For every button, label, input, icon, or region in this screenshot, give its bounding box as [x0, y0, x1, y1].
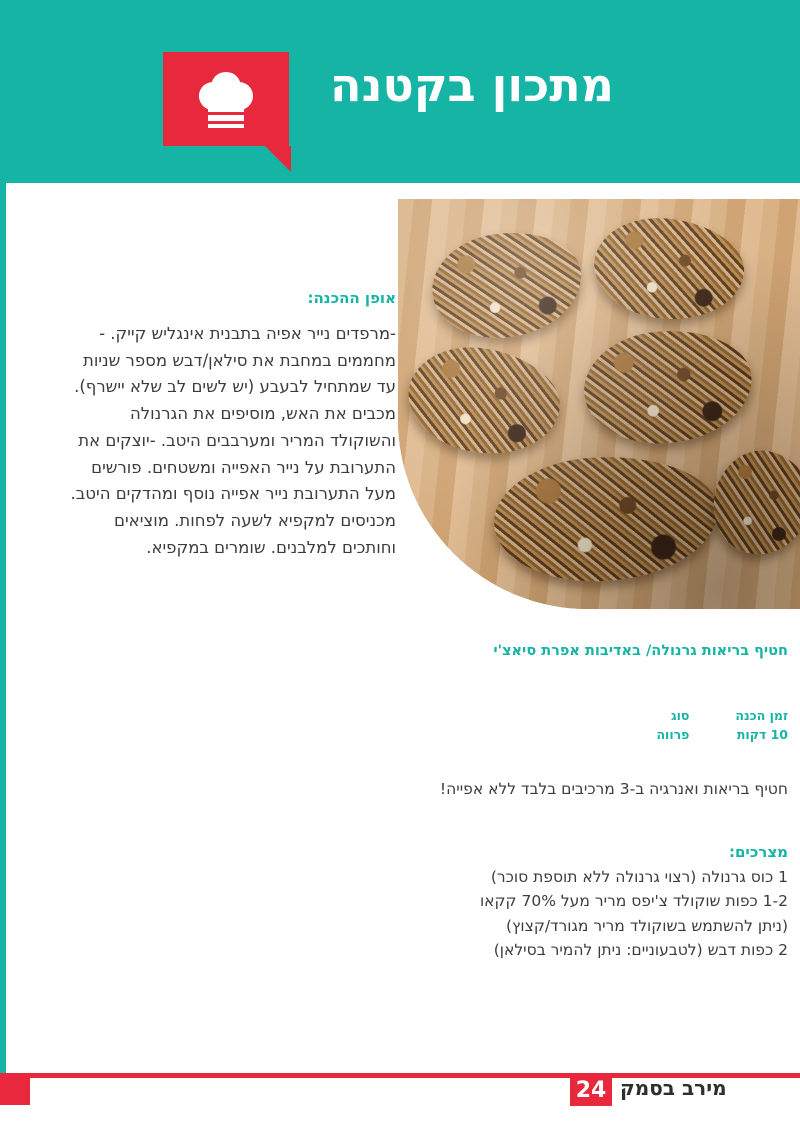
meta-prep-time-value: 10 דקות [736, 726, 788, 742]
content-area [0, 183, 800, 1073]
footer-left-block [0, 1073, 30, 1105]
speech-bubble-tail [265, 146, 291, 172]
meta-prep-time-label: זמן הכנה [735, 708, 788, 723]
ingredients-list [400, 865, 788, 963]
brand-name: מירב בסמק [620, 1076, 727, 1100]
ingredients-heading: מצרכים: [728, 843, 788, 861]
preparation-heading: אופן ההכנה: [307, 289, 396, 307]
page-title: מתכון בקטנה [330, 58, 614, 112]
preparation-body: -מרפדים נייר אפיה בתבנית אינגליש קייק. -מחממים במחבת את סילאן/דבש מספר שניות עד שמתחיל לבעבע (יש לשים לב שלא יישרף). מכבים את האש, מוסיפים את הגרנולה והשוקולד המריר ומערבבים היטב. -יוצקים את התערובת על נייר האפייה ומשטחים. פורשים מעל התערובת נייר אפייה נוסף ומהדקים היטב. מכניסים למקפיא לשעה לפחות. מוציאים וחותכים למלבנים. שומרים במקפיא. [70, 324, 396, 557]
list-item: (ניתן להשתמש בשוקולד מריר מגורד/קצוץ) [506, 916, 788, 935]
meta-type-label: סוג [671, 708, 690, 723]
recipe-photo-container [398, 199, 800, 609]
recipe-intro: חטיף בריאות ואנרגיה ב-3 מרכיבים בלבד ללא אפייה! [439, 780, 788, 798]
page-banner [0, 0, 800, 183]
list-item: 1 כוס גרנולה (רצוי גרנולה ללא תוספת סוכר) [490, 868, 788, 886]
meta-prep-time [735, 707, 788, 745]
left-accent-strip [0, 183, 6, 1073]
recipe-title-block [400, 641, 788, 662]
granola-chocolate-bars-photo [398, 199, 800, 609]
ingredients-section [400, 843, 788, 963]
meta-type [656, 707, 689, 745]
recipe-title: חטיף בריאות גרנולה/ באדיבות אפרת סיאצ'י [493, 643, 788, 659]
preparation-section [66, 289, 396, 561]
list-item: 2 כפות דבש (לטבעוניים: ניתן להמיר בסילאן) [493, 941, 788, 960]
recipe-meta-row [400, 707, 788, 745]
meta-type-value: פרווה [656, 726, 690, 742]
page-number-badge: 24 [570, 1076, 612, 1106]
chef-hat-icon [191, 68, 261, 130]
photo-lighting-overlay [398, 199, 800, 609]
list-item: 1-2 כפות שוקולד צ'יפס מריר מעל 70% קקאו [479, 892, 788, 911]
